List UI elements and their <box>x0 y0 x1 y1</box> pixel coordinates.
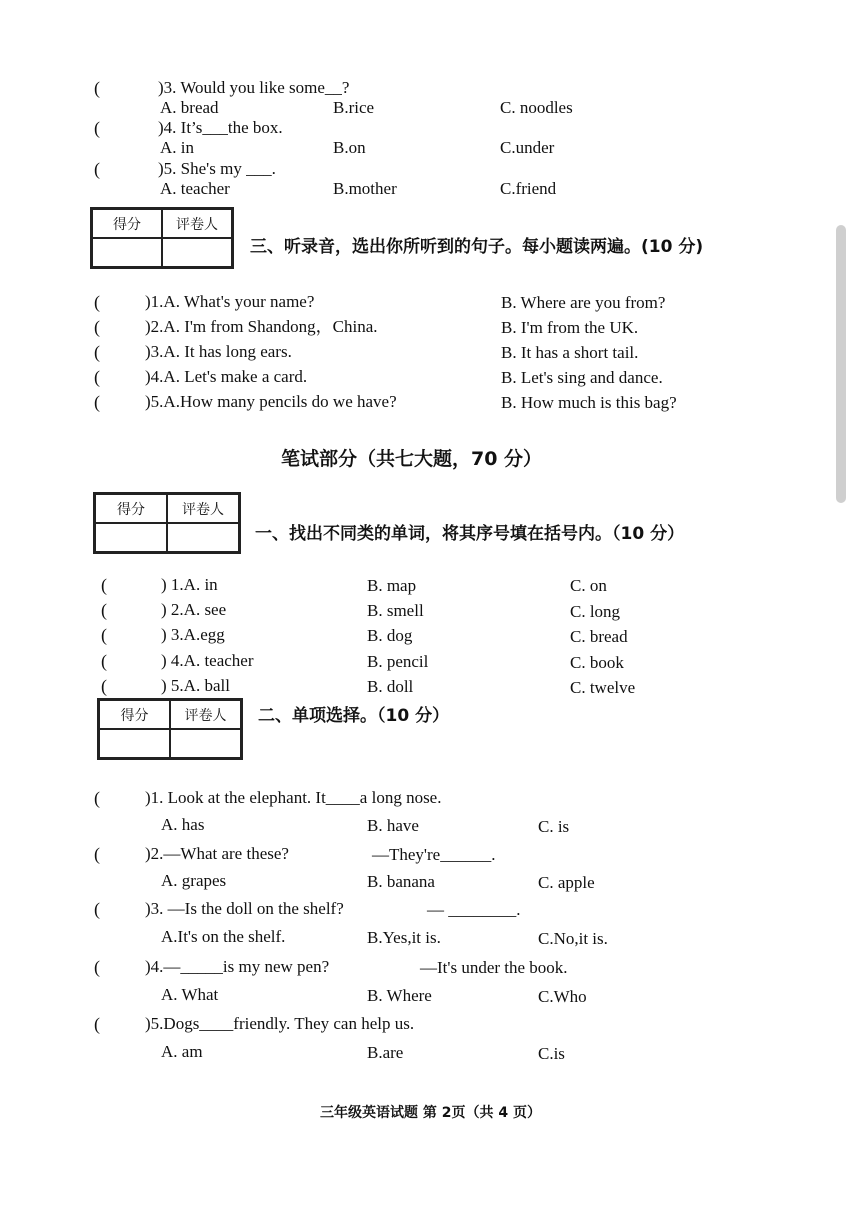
option-b: B. doll <box>367 677 414 696</box>
section-title: 三、听录音，选出你所听到的句子。每小题读两遍。(10 分) <box>250 237 704 257</box>
option-b: B.rice <box>333 98 375 117</box>
score-label: 得分 <box>92 209 162 238</box>
score-box <box>93 492 241 554</box>
answer-paren[interactable]: ( <box>94 118 100 138</box>
answer-paren[interactable]: ( <box>94 844 100 864</box>
option-b: B.Yes,it is. <box>367 928 441 947</box>
option-a: A. teacher <box>160 179 230 198</box>
question-text: )1. Look at the elephant. It____a long nose. <box>145 788 442 807</box>
option-b: B. smell <box>367 601 424 620</box>
answer-paren[interactable]: ( <box>101 575 107 595</box>
option-c: C. apple <box>538 873 595 892</box>
answer-paren[interactable]: ( <box>94 392 100 412</box>
option-b: B. map <box>367 576 417 595</box>
option-a: )2.A. I'm from Shandong，China. <box>145 317 378 336</box>
option-a: ) 2.A. see <box>161 600 227 619</box>
answer-paren[interactable]: ( <box>94 367 100 387</box>
written-part-title: 笔试部分（共七大题，70 分） <box>281 448 543 470</box>
answer-paren[interactable]: ( <box>101 600 107 620</box>
option-a: A. grapes <box>161 871 227 890</box>
answer-paren[interactable]: ( <box>94 342 100 362</box>
option-a: ) 4.A. teacher <box>161 651 254 670</box>
score-box <box>90 207 234 269</box>
option-b: B. pencil <box>367 652 429 671</box>
answer-text: — ________. <box>427 900 521 919</box>
option-c: C.is <box>538 1044 565 1063</box>
section-title: 一、找出不同类的单词，将其序号填在括号内。（10 分） <box>255 524 685 544</box>
grader-field[interactable] <box>170 729 241 758</box>
question-text: )4.—_____is my new pen? <box>145 957 330 976</box>
option-b: B. Where <box>367 986 432 1005</box>
question-text: )2.—What are these? <box>145 844 289 863</box>
grader-label: 评卷人 <box>170 700 241 729</box>
option-a: ) 1.A. in <box>161 575 218 594</box>
score-field[interactable] <box>95 523 167 552</box>
answer-paren[interactable]: ( <box>94 159 100 179</box>
answer-paren[interactable]: ( <box>94 1014 100 1034</box>
option-b: B. It has a short tail. <box>501 343 639 362</box>
option-a: A. bread <box>160 98 219 117</box>
grader-label: 评卷人 <box>162 209 232 238</box>
option-a: ) 3.A.egg <box>161 625 225 644</box>
question-text: )3. Would you like some__? <box>158 78 350 97</box>
option-b: B. Where are you from? <box>501 293 666 312</box>
page-footer: 三年级英语试题 第 2页（共 4 页） <box>320 1105 541 1121</box>
option-a: ) 5.A. ball <box>161 676 230 695</box>
answer-paren[interactable]: ( <box>94 292 100 312</box>
option-a: )3.A. It has long ears. <box>145 342 292 361</box>
question-text: )5. She's my ___. <box>158 159 276 178</box>
option-b: B. Let's sing and dance. <box>501 368 663 387</box>
option-b: B.are <box>367 1043 404 1062</box>
option-c: C. book <box>570 653 624 672</box>
answer-text: —It's under the book. <box>420 958 568 977</box>
option-c: C. is <box>538 817 570 836</box>
option-c: C.No,it is. <box>538 929 608 948</box>
option-b: B. have <box>367 816 419 835</box>
answer-paren[interactable]: ( <box>94 957 100 977</box>
answer-paren[interactable]: ( <box>94 317 100 337</box>
option-a: )4.A. Let's make a card. <box>145 367 308 386</box>
option-c: C. twelve <box>570 678 636 697</box>
answer-paren[interactable]: ( <box>101 651 107 671</box>
option-a: A. am <box>161 1042 203 1061</box>
option-a: A. What <box>161 985 219 1004</box>
option-b: B. How much is this bag? <box>501 393 677 412</box>
score-label: 得分 <box>99 700 170 729</box>
grader-label: 评卷人 <box>167 494 239 523</box>
question-text: )5.Dogs____friendly. They can help us. <box>145 1014 415 1033</box>
option-b: B.on <box>333 138 366 157</box>
answer-paren[interactable]: ( <box>101 676 107 696</box>
answer-paren[interactable]: ( <box>101 625 107 645</box>
option-a: A.It's on the shelf. <box>161 927 286 946</box>
option-c: C.Who <box>538 987 587 1006</box>
option-c: C. bread <box>570 627 628 646</box>
option-c: C.under <box>500 138 555 157</box>
grader-field[interactable] <box>162 238 232 267</box>
option-c: C. noodles <box>500 98 573 117</box>
vertical-scrollbar[interactable] <box>836 225 846 503</box>
grader-field[interactable] <box>167 523 239 552</box>
score-box <box>97 698 243 760</box>
option-c: C. long <box>570 602 621 621</box>
option-b: B. I'm from the UK. <box>501 318 639 337</box>
option-a: A. in <box>160 138 194 157</box>
answer-paren[interactable]: ( <box>94 788 100 808</box>
section-title: 二、单项选择。（10 分） <box>258 706 450 726</box>
option-c: C. on <box>570 576 607 595</box>
option-a: )5.A.How many pencils do we have? <box>145 392 397 411</box>
option-a: A. has <box>161 815 205 834</box>
answer-paren[interactable]: ( <box>94 78 100 98</box>
question-text: )4. It’s___the box. <box>158 118 283 137</box>
option-a: )1.A. What's your name? <box>145 292 315 311</box>
option-b: B.mother <box>333 179 397 198</box>
score-field[interactable] <box>99 729 170 758</box>
question-text: )3. —Is the doll on the shelf? <box>145 899 344 918</box>
answer-paren[interactable]: ( <box>94 899 100 919</box>
score-label: 得分 <box>95 494 167 523</box>
answer-text: —They're______. <box>372 845 496 864</box>
option-b: B. banana <box>367 872 435 891</box>
option-b: B. dog <box>367 626 413 645</box>
score-field[interactable] <box>92 238 162 267</box>
option-c: C.friend <box>500 179 557 198</box>
